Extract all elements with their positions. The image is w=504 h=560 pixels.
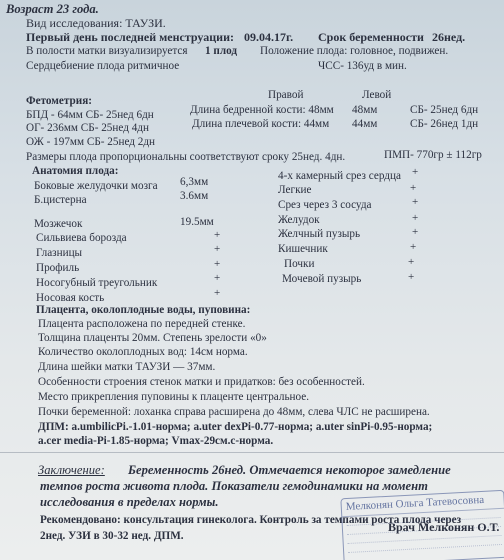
femur-sb: СБ- 25нед 6дн: [410, 104, 479, 116]
anatomy-plus: +: [214, 272, 221, 284]
anatomy-plus: +: [412, 212, 419, 224]
lmp-value: 09.04.17г.: [244, 30, 294, 44]
conclusion-line-3: исследования в пределах нормы.: [40, 495, 219, 509]
humerus-left: 44мм: [352, 118, 378, 130]
humerus-length: Длина плечевой кости: 44мм: [192, 118, 330, 130]
anatomy-plus: +: [214, 243, 221, 255]
anatomy-plus: +: [410, 182, 417, 194]
proportion-text: Размеры плода пропорциональны соответствуют сроку 25нед. 4дн.: [26, 151, 346, 163]
recommendation-line-1: Рекомендовано: консультация гинеколога. Контроль за темпами роста плода через: [40, 514, 462, 526]
anatomy-item: 4-х камерный срез сердца: [278, 170, 401, 182]
anatomy-item: Боковые желудочки мозга: [34, 180, 158, 192]
anatomy-value: 19.5мм: [180, 216, 214, 228]
placenta-line: Количество околоплодных вод: 14см норма.: [38, 346, 248, 358]
conclusion-line-2: темпов роста живота плода. Показатели гемодинамики на момент: [40, 479, 428, 493]
anatomy-plus: +: [214, 229, 221, 241]
dopplerometry-line-1: ДПМ: a.umbilicPi.-1.01-норма; a.uter dexPi-0.77-норма; a.uter sinPi-0.95-норма;: [38, 421, 433, 433]
placenta-line: Плацента расположена по передней стенке.: [38, 318, 246, 330]
fetometry-title: Фетометрия:: [26, 95, 92, 107]
right-label: Правой: [268, 89, 304, 101]
fetometry-oj: ОЖ - 197мм СБ- 25нед 2дн: [26, 136, 156, 148]
placenta-line: Особенности строения стенок матки и придатков: без особенностей.: [38, 376, 365, 388]
exam-type: Вид исследования: ТАУЗИ.: [26, 16, 166, 30]
anatomy-item: Носовая кость: [36, 292, 105, 304]
heartbeat: Сердцебиение плода ритмичное: [26, 60, 180, 72]
anatomy-item: Желчный пузырь: [278, 228, 361, 240]
anatomy-plus: +: [214, 287, 221, 299]
heart-rate: ЧСС- 136уд в мин.: [318, 60, 407, 72]
uterus-text: В полости матки визуализируется: [26, 45, 188, 57]
stamp-name: Мелконян Ольга Татевосовна: [341, 491, 504, 517]
placenta-line: Место прикрепления пуповины к плаценте центральное.: [38, 391, 310, 403]
fetus-position: Положение плода: головное, подвижен.: [260, 45, 449, 57]
anatomy-item: Желудок: [278, 214, 320, 226]
anatomy-item: Глазницы: [36, 247, 83, 259]
anatomy-item: Б.цистерна: [34, 194, 87, 206]
fetometry-bpd: БПД - 64мм СБ- 25нед 6дн: [26, 109, 154, 121]
anatomy-item: Профиль: [36, 262, 80, 274]
lmp-label: Первый день последней менструации:: [26, 30, 234, 44]
fetometry-og: ОГ- 236мм СБ- 25нед 4дн: [26, 122, 149, 134]
fetal-weight: ПМП- 770гр ± 112гр: [384, 149, 482, 161]
placenta-line: Почки беременной: лоханка справа расширена до 48мм, слева ЧЛС не расширена.: [38, 406, 430, 418]
recommendation-line-2: 2нед. УЗИ в 30-32 нед. ДПМ.: [40, 530, 184, 542]
conclusion-label: Заключение:: [38, 463, 105, 477]
anatomy-plus: +: [408, 256, 415, 268]
anatomy-plus: +: [412, 166, 419, 178]
term-label: Срок беременности: [318, 30, 424, 44]
anatomy-item: Мозжечок: [34, 218, 83, 230]
conclusion-line-1: Беременность 26нед. Отмечается некоторое замедление: [128, 463, 451, 477]
anatomy-item: Мочевой пузырь: [282, 273, 362, 285]
anatomy-value: 3.6мм: [180, 190, 209, 202]
anatomy-item: Сильвиева борозда: [36, 232, 127, 244]
patient-age: Возраст 23 года.: [6, 2, 99, 16]
anatomy-plus: +: [408, 271, 415, 283]
femur-left: 48мм: [352, 104, 378, 116]
femur-length: Длина бедренной кости: 48мм: [190, 104, 334, 116]
anatomy-item: Почки: [284, 258, 315, 270]
anatomy-item: Легкие: [278, 184, 312, 196]
divider: [0, 452, 504, 453]
anatomy-item: Носогубный треугольник: [36, 277, 158, 289]
anatomy-value: 6,3мм: [180, 176, 209, 188]
anatomy-plus: +: [214, 258, 221, 270]
fetus-count: 1 плод: [205, 45, 238, 57]
anatomy-plus: +: [412, 226, 419, 238]
humerus-sb: СБ- 26нед 1дн: [410, 118, 479, 130]
dopplerometry-line-2: a.cer media-Pi-1.85-норма; Vmax-29см.с-норма.: [38, 435, 274, 447]
placenta-line: Длина шейки матки ТАУЗИ — 37мм.: [38, 361, 216, 373]
doctor-signature: Врач Мелконян О.Т.: [388, 520, 500, 534]
term-value: 26нед.: [432, 30, 466, 44]
anatomy-item: Срез через 3 сосуда: [278, 199, 372, 211]
placenta-line: Толщина плаценты 20мм. Степень зрелости «0»: [38, 332, 267, 344]
anatomy-title: Анатомия плода:: [32, 165, 119, 177]
left-label: Левой: [362, 89, 392, 101]
anatomy-item: Кишечник: [278, 243, 328, 255]
placenta-title: Плацента, околоплодные воды, пуповина:: [36, 304, 251, 316]
anatomy-plus: +: [412, 196, 419, 208]
anatomy-plus: +: [410, 241, 417, 253]
